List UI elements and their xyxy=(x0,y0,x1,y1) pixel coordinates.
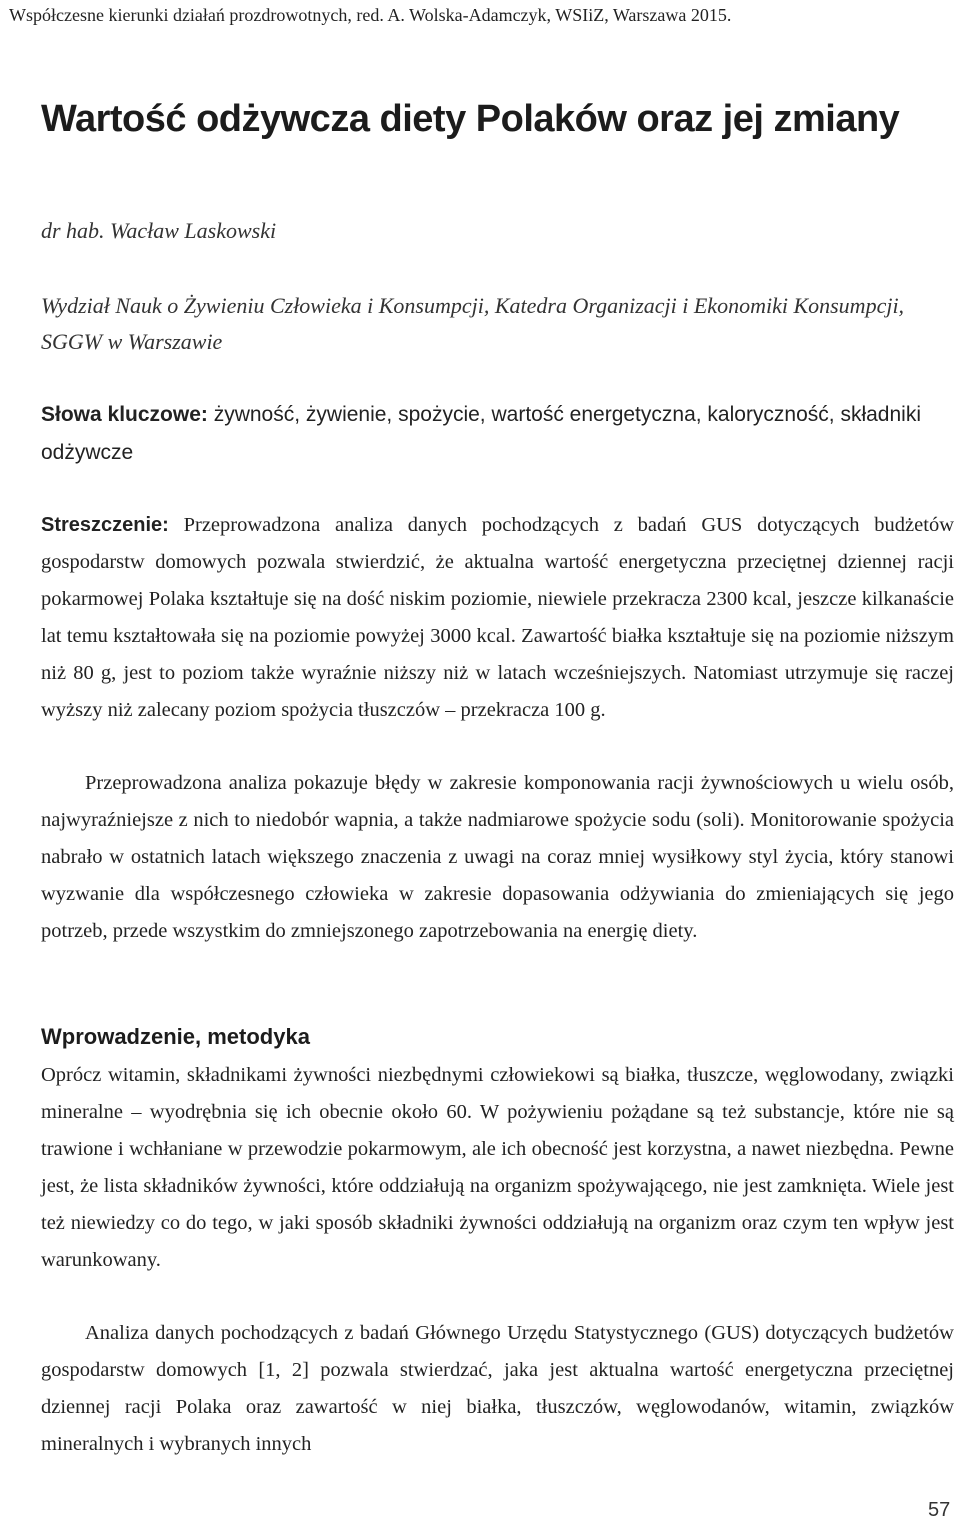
article-title: Wartość odżywcza diety Polaków oraz jej zmiany xyxy=(41,98,900,140)
abstract-paragraph-2: Przeprowadzona analiza pokazuje błędy w zakresie komponowania racji żywnościowych u wielu osób, najwyraźniejsze z nich to niedobór wapnia, a także nadmiarowe spożycie sodu (soli). Monitorowanie spożycia nabrało w ostatnich latach większego znaczenia z uwagi na coraz mniej wysiłkowy styl życia, który stanowi wyzwanie dla współczesnego człowieka w zakresie dopasowania odżywiania do zmieniających się jego potrzeb, przede wszystkim do zmniejszonego zapotrzebowania na energię diety. xyxy=(41,772,954,942)
author-name: dr hab. Wacław Laskowski xyxy=(41,218,277,243)
running-header: Współczesne kierunki działań prozdrowotnych, red. A. Wolska-Adamczyk, WSIiZ, Warszawa 2015. xyxy=(9,5,732,25)
abstract-label: Streszczenie: xyxy=(41,514,169,536)
keywords-text: żywność, żywienie, spożycie, wartość energetyczna, kaloryczność, składniki odżywcze xyxy=(41,403,921,464)
keywords-block xyxy=(41,396,959,472)
section-heading: Wprowadzenie, metodyka xyxy=(41,1024,310,1049)
abstract-text-1: Przeprowadzona analiza danych pochodzących z badań GUS dotyczących budżetów gospodarstw domowych pozwala stwierdzić, że aktualna wartość energetyczna przeciętnej dziennej racji pokarmowej Polaka kształtuje się na dość niskim poziomie, niewiele przekracza 2300 kcal, jeszcze kilkanaście lat temu kształtowała się na poziomie powyżej 3000 kcal. Zawartość białka kształtuje się na poziomie niższym niż 80 g, jest to poziom także wyraźnie niższy niż w latach wcześniejszych. Natomiast utrzymuje się raczej wyższy niż zalecany poziom spożycia tłuszczów – przekracza 100 g. xyxy=(41,514,954,721)
author-affiliation: Wydział Nauk o Żywieniu Człowieka i Konsumpcji, Katedra Organizacji i Ekonomiki Konsumpcji, SGGW w Warszawie xyxy=(41,293,905,354)
abstract-paragraph-1 xyxy=(41,507,954,729)
keywords-label: Słowa kluczowe: xyxy=(41,403,208,426)
intro-paragraph-2: Analiza danych pochodzących z badań Głównego Urzędu Statystycznego (GUS) dotyczących budżetów gospodarstw domowych [1, 2] pozwala stwierdzać, jaka jest aktualna wartość energetyczna przeciętnej dziennej racji Polaka oraz zawartość w niej białka, tłuszczów, węglowodanów, witamin, związków mineralnych i wybranych innych xyxy=(41,1322,954,1455)
page-number: 57 xyxy=(928,1499,951,1521)
intro-paragraph-1: Oprócz witamin, składnikami żywności niezbędnymi człowiekowi są białka, tłuszcze, węglowodany, związki mineralne – wyodrębnia się ich obecnie około 60. W pożywieniu pożądane są też substancje, które nie są trawione i wchłaniane w przewodzie pokarmowym, ale ich obecność jest korzystna, a nawet niezbędna. Pewne jest, że lista składników żywności, które oddziałują na organizm spożywającego, nie jest zamknięta. Wiele jest też niewiedzy co do tego, w jaki sposób składniki żywności oddziałują na organizm oraz czym ten wpływ jest warunkowany. xyxy=(41,1064,954,1271)
